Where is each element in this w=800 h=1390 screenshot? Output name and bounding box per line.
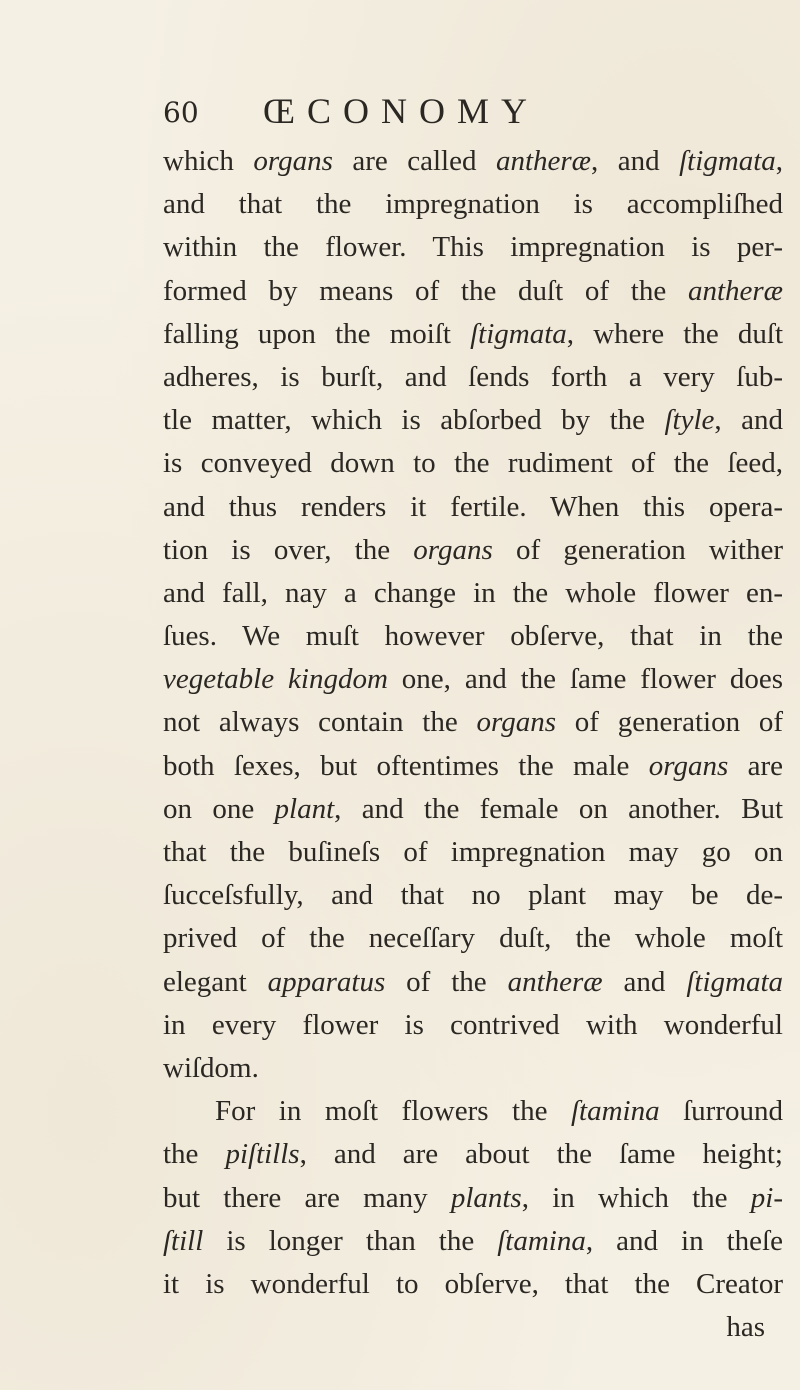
text-segment: of generation of [555, 706, 784, 739]
text-line [163, 1133, 783, 1176]
text-line [163, 226, 783, 269]
text-segment: are called [332, 145, 496, 177]
italic-term: ſtyle [664, 404, 715, 437]
italic-term: organs [648, 749, 729, 782]
italic-term: plant [274, 792, 335, 825]
italic-term: organs [476, 706, 556, 739]
text-segment: falling upon the moiſt [163, 317, 471, 350]
text-line [163, 615, 783, 658]
text-segment: is longer than the [203, 1224, 498, 1257]
italic-term: plants [450, 1181, 522, 1214]
text-line [163, 486, 783, 529]
text-line [163, 356, 783, 399]
text-segment: on one [163, 792, 275, 825]
text-segment: has [726, 1311, 765, 1344]
text-segment: it is wonderful to obſerve, that the Creator [163, 1267, 783, 1300]
text-segment: tion is over, the [163, 533, 414, 566]
text-segment: adheres, is burſt, and ſends forth a very ſub- [163, 360, 783, 393]
text-line [163, 1090, 783, 1133]
italic-term: antheræ [507, 965, 603, 998]
text-segment: are [728, 749, 783, 782]
text-line [163, 1220, 783, 1263]
text-line [163, 1047, 783, 1090]
body-text [163, 140, 783, 1349]
text-segment: both ſexes, but oftentimes the male [163, 749, 649, 782]
text-segment: , in which the [521, 1181, 751, 1214]
text-line [163, 1306, 783, 1349]
text-segment: formed by means of the duſt of the [163, 274, 688, 307]
text-segment: ſucceſsfully, and that no plant may be de- [163, 879, 783, 912]
text-line [163, 442, 783, 485]
italic-term: pi- [750, 1181, 784, 1214]
italic-term: ſtigmata [686, 965, 783, 998]
italic-term: piſtills [225, 1138, 300, 1171]
text-segment: but there are many [163, 1181, 451, 1214]
text-line [163, 874, 783, 917]
text-line [163, 183, 783, 226]
italic-term: antheræ [687, 274, 783, 307]
text-line [163, 270, 783, 313]
text-line [163, 788, 783, 831]
text-segment: , and the female on another. But [334, 792, 783, 825]
text-segment: in every flower is contrived with wonderful [163, 1008, 783, 1041]
italic-term: ſtigmata [470, 317, 567, 350]
text-line [163, 1177, 783, 1220]
text-segment: of generation wither [492, 533, 783, 566]
italic-term: antheræ [495, 145, 591, 177]
text-segment: , where the duſt [566, 317, 784, 350]
text-segment: ſues. We muſt however obſerve, that in the [163, 620, 783, 653]
text-segment: , and [714, 404, 784, 437]
italic-term: apparatus [267, 965, 386, 998]
text-segment: within the flower. This impregnation is per- [163, 231, 783, 264]
text-segment: ſurround [659, 1095, 783, 1128]
italic-term: organs [253, 145, 333, 177]
text-segment: that the buſineſs of impregnation may go on [163, 836, 783, 868]
running-head: ŒCONOMY [263, 91, 540, 131]
text-line [163, 529, 783, 572]
text-segment: of the [385, 965, 508, 998]
text-segment: the [163, 1138, 226, 1171]
italic-term: ſtigmata [679, 145, 776, 177]
text-segment: and that the impregnation is accompliſhed [163, 188, 783, 221]
text-segment: prived of the neceſſary duſt, the whole moſt [163, 922, 783, 955]
italic-term: vegetable kingdom [163, 663, 388, 696]
text-segment: , and in theſe [585, 1224, 783, 1257]
italic-term: organs [413, 533, 493, 566]
text-segment: , and are about the ſame height; [299, 1138, 783, 1171]
text-segment: which [163, 145, 254, 177]
text-line [163, 917, 783, 960]
text-segment: For in moſt flowers the [215, 1095, 571, 1128]
text-segment: and fall, nay a change in the whole flower en- [163, 576, 783, 609]
text-line [163, 1263, 783, 1306]
text-segment: elegant [163, 965, 268, 998]
italic-term: ſtamina [497, 1224, 586, 1257]
text-line [163, 399, 783, 442]
text-line [163, 140, 783, 183]
text-segment: , [775, 145, 784, 177]
text-segment: is conveyed down to the rudiment of the ſeed, [163, 447, 783, 480]
text-line [163, 831, 783, 874]
page-header [163, 90, 783, 140]
italic-term: ſtill [163, 1224, 204, 1257]
text-segment: not always contain the [163, 706, 477, 739]
text-line [163, 1004, 783, 1047]
text-line [163, 745, 783, 788]
text-segment: wiſdom. [163, 1051, 259, 1084]
text-line [163, 658, 783, 701]
text-segment: , and [591, 145, 680, 177]
text-line [163, 313, 783, 356]
text-line [163, 572, 783, 615]
text-line [163, 961, 783, 1004]
text-segment: and thus renders it fertile. When this opera- [163, 490, 783, 523]
text-line [163, 701, 783, 744]
italic-term: ſtamina [570, 1095, 660, 1128]
page-number: 60 [163, 96, 199, 129]
text-segment: one, and the ſame flower does [387, 663, 783, 696]
text-segment: and [602, 965, 687, 998]
text-segment: tle matter, which is abſorbed by the [163, 404, 665, 437]
